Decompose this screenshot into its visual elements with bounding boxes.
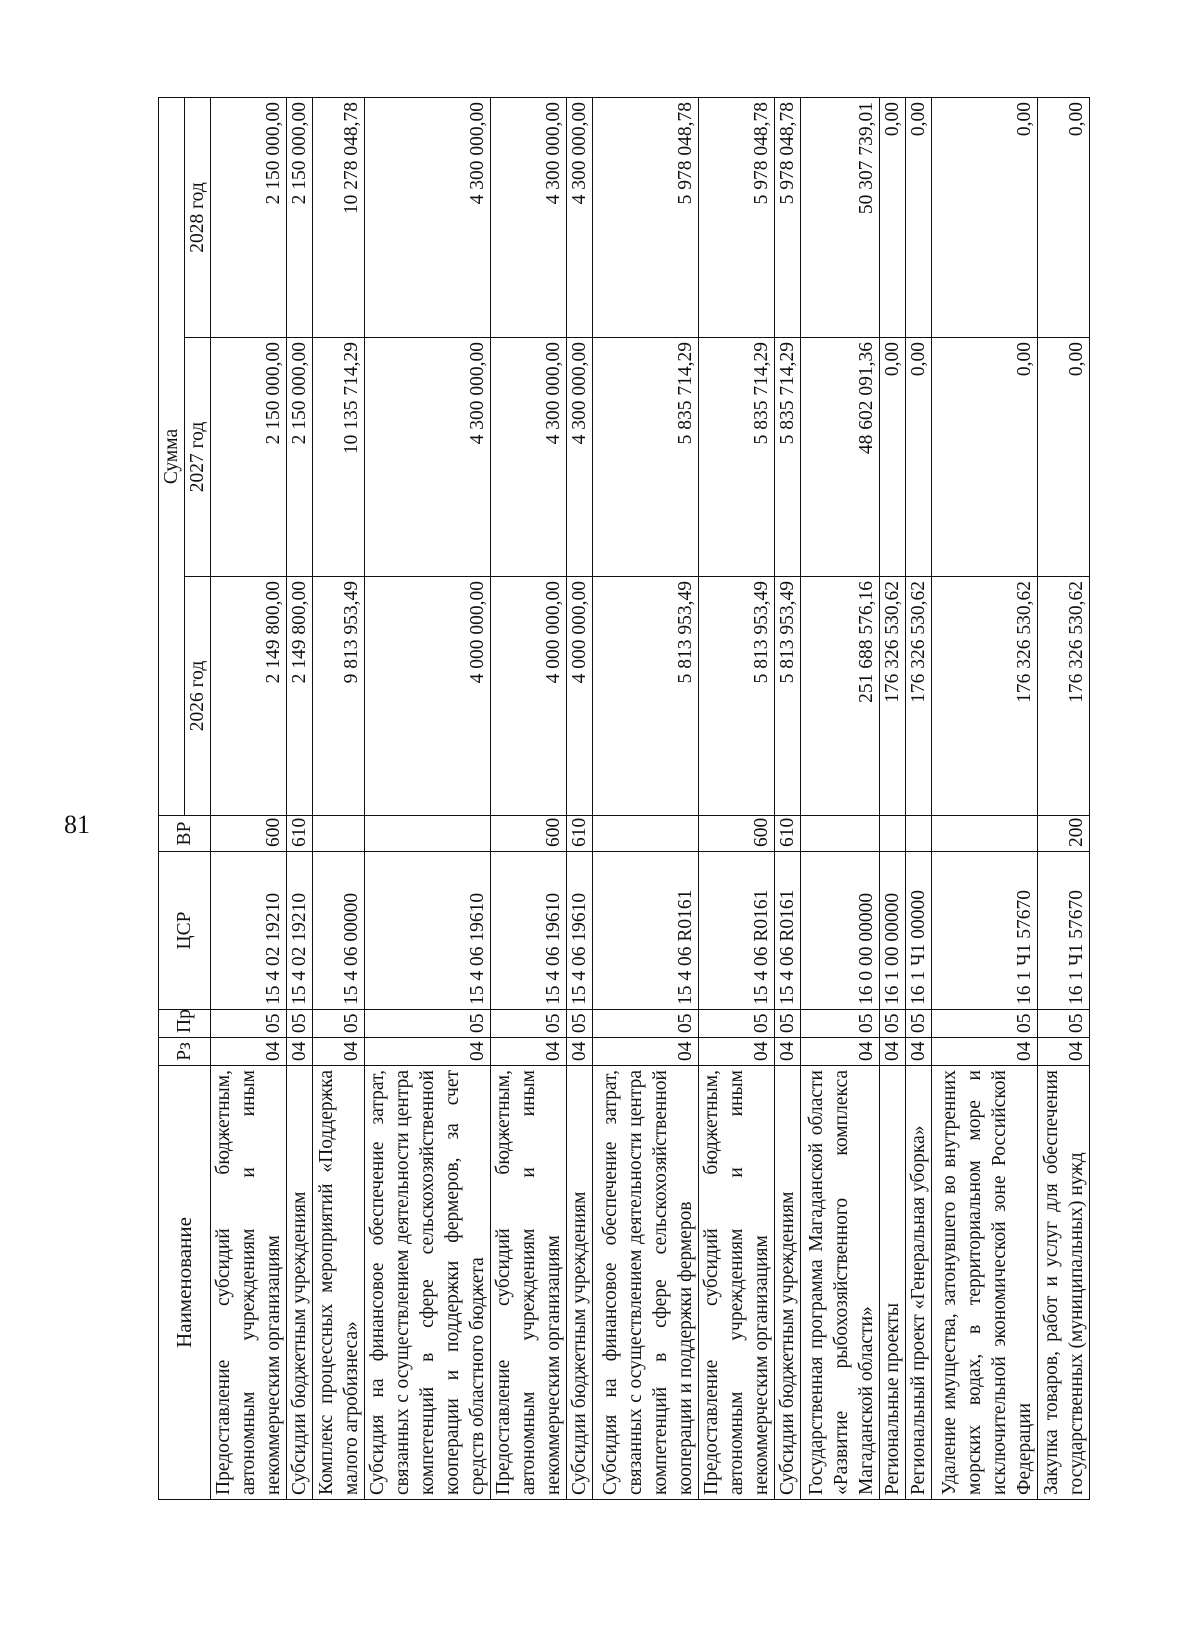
row-sum-2026: 176 326 530,62 bbox=[906, 577, 932, 816]
row-sum-2027: 2 150 000,00 bbox=[287, 338, 313, 577]
row-vr: 610 bbox=[775, 816, 801, 852]
row-vr: 610 bbox=[567, 816, 593, 852]
row-sum-2028: 2 150 000,00 bbox=[211, 98, 287, 338]
table-body bbox=[211, 98, 1090, 1500]
row-sum-2027: 4 300 000,00 bbox=[567, 338, 593, 577]
row-sum-2026: 2 149 800,00 bbox=[211, 577, 287, 816]
row-rz: 04 bbox=[365, 1038, 491, 1066]
row-sum-2027: 0,00 bbox=[1038, 338, 1090, 577]
row-vr: 200 bbox=[1038, 816, 1090, 852]
row-sum-2027: 48 602 091,36 bbox=[801, 338, 880, 577]
row-sum-2028: 0,00 bbox=[932, 98, 1038, 338]
row-pr: 05 bbox=[287, 1010, 313, 1038]
row-rz: 04 bbox=[880, 1038, 906, 1066]
row-vr: 600 bbox=[699, 816, 775, 852]
row-vr bbox=[365, 816, 491, 852]
row-vr bbox=[932, 816, 1038, 852]
row-pr: 05 bbox=[365, 1010, 491, 1038]
row-sum-2028: 5 978 048,78 bbox=[699, 98, 775, 338]
row-sum-2028: 4 300 000,00 bbox=[567, 98, 593, 338]
header-pr: Пр bbox=[159, 1010, 211, 1038]
table-row bbox=[1038, 98, 1090, 1500]
row-csr: 16 1 Ч1 00000 bbox=[906, 852, 932, 1010]
row-sum-2027: 5 835 714,29 bbox=[593, 338, 699, 577]
row-sum-2028: 0,00 bbox=[880, 98, 906, 338]
row-sum-2027: 4 300 000,00 bbox=[491, 338, 567, 577]
row-sum-2026: 176 326 530,62 bbox=[1038, 577, 1090, 816]
row-sum-2027: 10 135 714,29 bbox=[313, 338, 365, 577]
row-sum-2028: 4 300 000,00 bbox=[365, 98, 491, 338]
row-csr: 15 4 06 R0161 bbox=[699, 852, 775, 1010]
row-sum-2027: 5 835 714,29 bbox=[775, 338, 801, 577]
row-pr: 05 bbox=[593, 1010, 699, 1038]
row-csr: 15 4 06 R0161 bbox=[593, 852, 699, 1010]
row-name: Удаление имущества, затонувшего во внутренних морских водах, в территориальном море и исключительной экономической зоне Российской Федерации bbox=[932, 1066, 1038, 1500]
row-csr: 15 4 06 19610 bbox=[365, 852, 491, 1010]
row-vr bbox=[313, 816, 365, 852]
row-name: Субсидия на финансовое обеспечение затрат, связанных с осуществлением деятельности центра компетенций в сфере сельскохозяйственной кооперации и поддержки фермеров, за счет средств областного бюджета bbox=[365, 1066, 491, 1500]
row-name: Субсидии бюджетным учреждениям bbox=[567, 1066, 593, 1500]
row-name: Комплекс процессных мероприятий «Поддержка малого агробизнеса» bbox=[313, 1066, 365, 1500]
row-rz: 04 bbox=[567, 1038, 593, 1066]
row-name: Предоставление субсидий бюджетным, автономным учреждениям и иным некоммерческим организациям bbox=[699, 1066, 775, 1500]
table-row bbox=[906, 98, 932, 1500]
row-pr: 05 bbox=[567, 1010, 593, 1038]
header-year-2027: 2027 год bbox=[185, 338, 211, 577]
row-sum-2026: 176 326 530,62 bbox=[880, 577, 906, 816]
header-year-2026: 2026 год bbox=[185, 577, 211, 816]
row-rz: 04 bbox=[491, 1038, 567, 1066]
table-row bbox=[491, 98, 567, 1500]
row-sum-2027: 5 835 714,29 bbox=[699, 338, 775, 577]
row-name: Предоставление субсидий бюджетным, автономным учреждениям и иным некоммерческим организациям bbox=[211, 1066, 287, 1500]
row-sum-2026: 4 000 000,00 bbox=[365, 577, 491, 816]
row-rz: 04 bbox=[775, 1038, 801, 1066]
header-vr: ВР bbox=[159, 816, 211, 852]
row-pr: 05 bbox=[880, 1010, 906, 1038]
row-pr: 05 bbox=[801, 1010, 880, 1038]
row-sum-2028: 50 307 739,01 bbox=[801, 98, 880, 338]
table-row bbox=[775, 98, 801, 1500]
row-pr: 05 bbox=[932, 1010, 1038, 1038]
row-vr: 610 bbox=[287, 816, 313, 852]
row-sum-2028: 0,00 bbox=[1038, 98, 1090, 338]
row-sum-2027: 0,00 bbox=[880, 338, 906, 577]
table-row bbox=[593, 98, 699, 1500]
row-pr: 05 bbox=[211, 1010, 287, 1038]
row-rz: 04 bbox=[906, 1038, 932, 1066]
row-name: Субсидии бюджетным учреждениям bbox=[287, 1066, 313, 1500]
table-row bbox=[801, 98, 880, 1500]
budget-table bbox=[158, 97, 1090, 1500]
row-rz: 04 bbox=[1038, 1038, 1090, 1066]
row-csr: 16 0 00 00000 bbox=[801, 852, 880, 1010]
row-rz: 04 bbox=[593, 1038, 699, 1066]
page-number: 81 bbox=[64, 810, 90, 839]
row-vr bbox=[906, 816, 932, 852]
table-row bbox=[699, 98, 775, 1500]
row-sum-2027: 2 150 000,00 bbox=[211, 338, 287, 577]
row-pr: 05 bbox=[906, 1010, 932, 1038]
row-csr: 16 1 00 00000 bbox=[880, 852, 906, 1010]
row-sum-2028: 2 150 000,00 bbox=[287, 98, 313, 338]
table-row bbox=[365, 98, 491, 1500]
row-pr: 05 bbox=[1038, 1010, 1090, 1038]
row-sum-2026: 251 688 576,16 bbox=[801, 577, 880, 816]
rotated-table-container bbox=[158, 98, 1087, 1500]
header-name: Наименование bbox=[159, 1066, 211, 1500]
row-csr: 15 4 06 19610 bbox=[567, 852, 593, 1010]
row-csr: 16 1 Ч1 57670 bbox=[932, 852, 1038, 1010]
row-csr: 15 4 02 19210 bbox=[211, 852, 287, 1010]
row-pr: 05 bbox=[313, 1010, 365, 1038]
row-sum-2026: 5 813 953,49 bbox=[775, 577, 801, 816]
row-csr: 15 4 06 19610 bbox=[491, 852, 567, 1010]
header-year-2028: 2028 год bbox=[185, 98, 211, 338]
row-vr bbox=[593, 816, 699, 852]
row-name: Субсидия на финансовое обеспечение затрат, связанных с осуществлением деятельности центра компетенций в сфере сельскохозяйственной кооперации и поддержки фермеров bbox=[593, 1066, 699, 1500]
row-sum-2026: 176 326 530,62 bbox=[932, 577, 1038, 816]
row-pr: 05 bbox=[775, 1010, 801, 1038]
row-name: Региональный проект «Генеральная уборка» bbox=[906, 1066, 932, 1500]
row-vr bbox=[880, 816, 906, 852]
row-pr: 05 bbox=[491, 1010, 567, 1038]
table-row bbox=[567, 98, 593, 1500]
row-csr: 16 1 Ч1 57670 bbox=[1038, 852, 1090, 1010]
row-name: Субсидии бюджетным учреждениям bbox=[775, 1066, 801, 1500]
header-csr: ЦСР bbox=[159, 852, 211, 1010]
header-sum: Сумма bbox=[159, 98, 185, 816]
row-sum-2026: 5 813 953,49 bbox=[699, 577, 775, 816]
row-rz: 04 bbox=[211, 1038, 287, 1066]
table-row bbox=[313, 98, 365, 1500]
header-rz: Рз bbox=[159, 1038, 211, 1066]
row-sum-2026: 4 000 000,00 bbox=[491, 577, 567, 816]
row-name: Закупка товаров, работ и услуг для обеспечения государственных (муниципальных) нужд bbox=[1038, 1066, 1090, 1500]
row-sum-2026: 2 149 800,00 bbox=[287, 577, 313, 816]
row-rz: 04 bbox=[801, 1038, 880, 1066]
row-csr: 15 4 06 R0161 bbox=[775, 852, 801, 1010]
row-rz: 04 bbox=[287, 1038, 313, 1066]
table-row bbox=[287, 98, 313, 1500]
row-pr: 05 bbox=[699, 1010, 775, 1038]
row-sum-2028: 5 978 048,78 bbox=[593, 98, 699, 338]
row-vr bbox=[801, 816, 880, 852]
row-sum-2028: 4 300 000,00 bbox=[491, 98, 567, 338]
row-csr: 15 4 02 19210 bbox=[287, 852, 313, 1010]
row-rz: 04 bbox=[699, 1038, 775, 1066]
row-sum-2028: 5 978 048,78 bbox=[775, 98, 801, 338]
row-sum-2027: 0,00 bbox=[932, 338, 1038, 577]
row-rz: 04 bbox=[313, 1038, 365, 1066]
row-sum-2026: 4 000 000,00 bbox=[567, 577, 593, 816]
row-name: Предоставление субсидий бюджетным, автономным учреждениям и иным некоммерческим организациям bbox=[491, 1066, 567, 1500]
table-row bbox=[932, 98, 1038, 1500]
table-row bbox=[880, 98, 906, 1500]
row-sum-2028: 10 278 048,78 bbox=[313, 98, 365, 338]
row-csr: 15 4 06 00000 bbox=[313, 852, 365, 1010]
row-sum-2026: 9 813 953,49 bbox=[313, 577, 365, 816]
table-row bbox=[211, 98, 287, 1500]
row-name: Региональные проекты bbox=[880, 1066, 906, 1500]
row-sum-2027: 0,00 bbox=[906, 338, 932, 577]
row-rz: 04 bbox=[932, 1038, 1038, 1066]
row-sum-2026: 5 813 953,49 bbox=[593, 577, 699, 816]
row-sum-2028: 0,00 bbox=[906, 98, 932, 338]
row-vr: 600 bbox=[211, 816, 287, 852]
row-sum-2027: 4 300 000,00 bbox=[365, 338, 491, 577]
row-name: Государственная программа Магаданской области «Развитие рыбохозяйственного комплекса Магаданской области» bbox=[801, 1066, 880, 1500]
row-vr: 600 bbox=[491, 816, 567, 852]
